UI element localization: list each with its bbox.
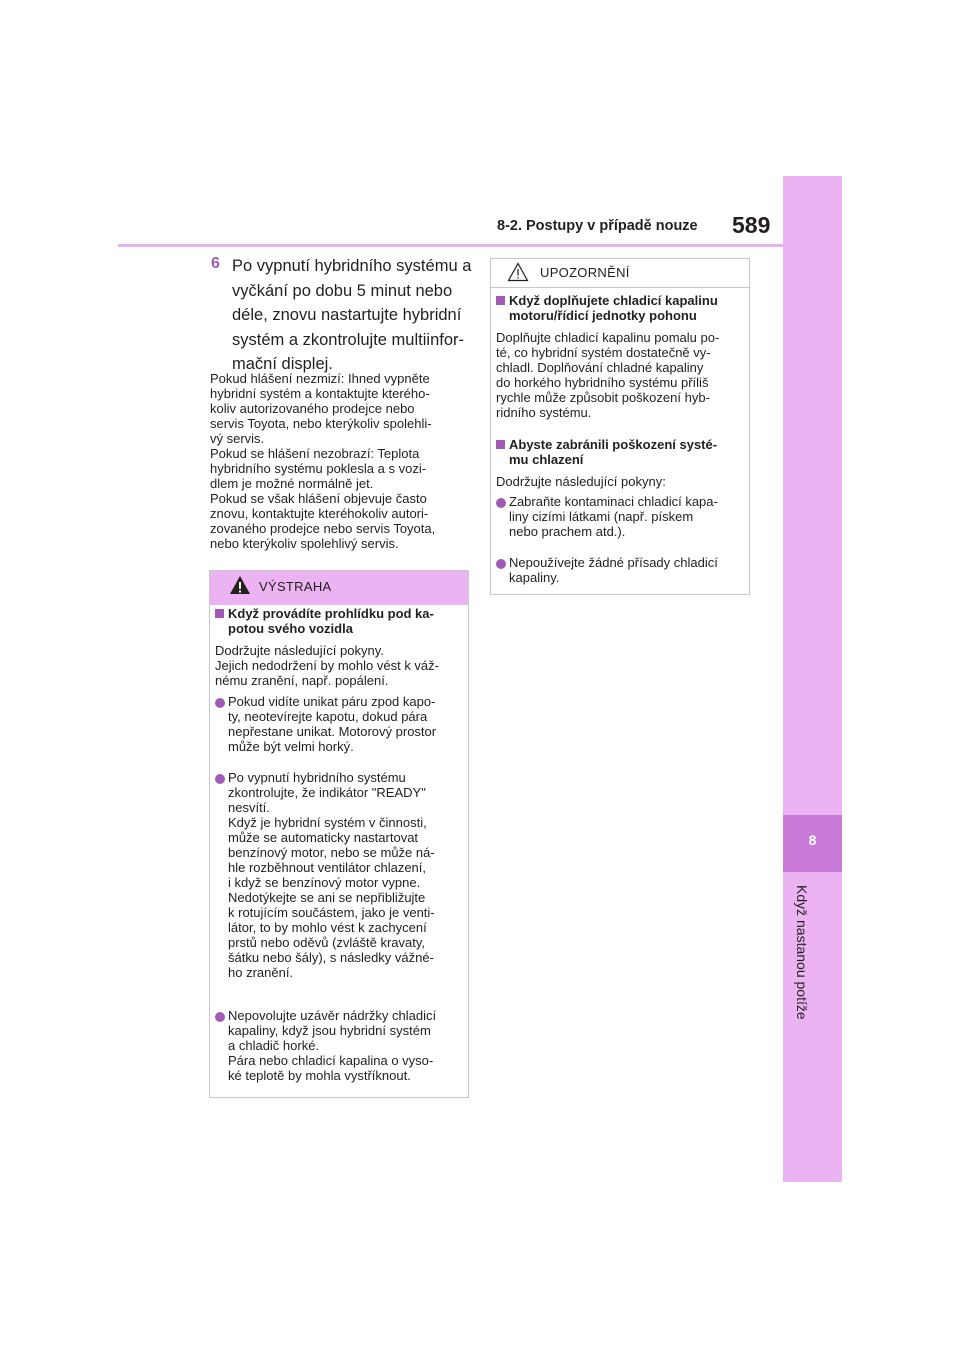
caution-subheading-2: Abyste zabránili poškození systé- mu chlazení bbox=[509, 437, 718, 467]
bullet-dot-icon bbox=[215, 774, 225, 784]
bullet-dot-icon bbox=[215, 1012, 225, 1022]
text-line: servis Toyota, nebo kterýkoliv spolehli- bbox=[210, 416, 432, 431]
text-line: nebo kterýkoliv spolehlivý servis. bbox=[210, 536, 399, 551]
text-line: Pokud se hlášení nezobrazí: Teplota bbox=[210, 446, 420, 461]
subheading-square-icon bbox=[496, 440, 505, 449]
subheading-square-icon bbox=[496, 296, 505, 305]
warning-triangle-icon bbox=[229, 575, 251, 595]
subheading-square-icon bbox=[215, 609, 224, 618]
warning-bullet-1: Pokud vidíte unikat páru zpod kapo- ty, neotevírejte kapotu, dokud pára nepřestane unikat. Motorový prostor může být velmi horký. bbox=[228, 694, 437, 754]
page-number: 589 bbox=[732, 212, 771, 238]
chapter-tab bbox=[783, 176, 842, 1182]
text-line: dlem je možné normálně jet. bbox=[210, 476, 374, 491]
bullet-dot-icon bbox=[496, 559, 506, 569]
text-line: znovu, kontaktujte kteréhokoliv autori- bbox=[210, 506, 429, 521]
warning-intro: Dodržujte následující pokyny. Jejich nedodržení by mohlo vést k váž- nému zranění, např. popálení. bbox=[215, 643, 439, 688]
text-line: hybridního systému poklesla a s vozi- bbox=[210, 461, 427, 476]
caution-triangle-icon bbox=[507, 262, 529, 282]
caution-subheading-1: Když doplňujete chladicí kapalinu motoru/řídicí jednotky pohonu bbox=[509, 293, 718, 323]
caution-title: UPOZORNĚNÍ bbox=[540, 265, 630, 280]
warning-subheading: Když provádíte prohlídku pod ka- potou svého vozidla bbox=[228, 606, 434, 636]
warning-title: VÝSTRAHA bbox=[259, 579, 332, 594]
chapter-number: 8 bbox=[808, 832, 817, 848]
caution-bullet-2: Nepoužívejte žádné přísady chladicí kapaliny. bbox=[509, 555, 718, 585]
text-line: zovaného prodejce nebo servis Toyota, bbox=[210, 521, 436, 536]
text-line: Pokud se však hlášení objevuje často bbox=[210, 491, 427, 506]
caution-bullet-1: Zabraňte kontaminaci chladicí kapa- liny cizími látkami (např. pískem nebo prachem atd.). bbox=[509, 494, 718, 539]
bullet-dot-icon bbox=[496, 498, 506, 508]
text-line: vý servis. bbox=[210, 431, 265, 446]
section-title: 8-2. Postupy v případě nouze bbox=[497, 218, 698, 234]
step-number: 6 bbox=[211, 255, 220, 272]
text-line: hybridní systém a kontaktujte kterého- bbox=[210, 386, 430, 401]
caution-text-1: Doplňujte chladicí kapalinu pomalu po- té, co hybridní systém dostatečně vy- chladl. Doplňování chladné kapaliny do horkého hybridního systému příliš rychle může způsobit poškození hyb- ridního systému. bbox=[496, 330, 720, 420]
warning-bullet-3: Nepovolujte uzávěr nádržky chladicí kapaliny, když jsou hybridní systém a chladič horké. Pára nebo chladicí kapalina o vyso- ké teplotě by mohla vystříknout. bbox=[228, 1008, 437, 1083]
info-paragraph bbox=[210, 371, 472, 551]
caution-divider bbox=[491, 287, 749, 288]
step-text: Po vypnutí hybridního systému a vyčkání po dobu 5 minut nebo déle, znovu nastartujte hybridní systém a zkontrolujte multiinfor-mační displej. bbox=[232, 257, 472, 373]
header-rule bbox=[118, 244, 783, 247]
warning-bullet-2: Po vypnutí hybridního systému zkontrolujte, že indikátor "READY" nesvítí. Když je hybridní systém v činnosti, může se automaticky nastartovat benzínový motor, nebo se může ná- hle rozběhnout ventilátor chlazení, i když se benzínový motor vypne. Nedotýkejte se ani se nepřibližujte k rotujícím součástem, jako je venti- látor, to by mohlo vést k zachycení prstů nebo oděvů (zvláště kravaty, šátku nebo šály), s následky vážné- ho zranění. bbox=[228, 770, 435, 980]
bullet-dot-icon bbox=[215, 698, 225, 708]
text-line: Pokud hlášení nezmizí: Ihned vypněte bbox=[210, 371, 430, 386]
caution-text-2: Dodržujte následující pokyny: bbox=[496, 474, 666, 489]
text-line: koliv autorizovaného prodejce nebo bbox=[210, 401, 415, 416]
chapter-title: Když nastanou potíže bbox=[794, 885, 810, 1020]
